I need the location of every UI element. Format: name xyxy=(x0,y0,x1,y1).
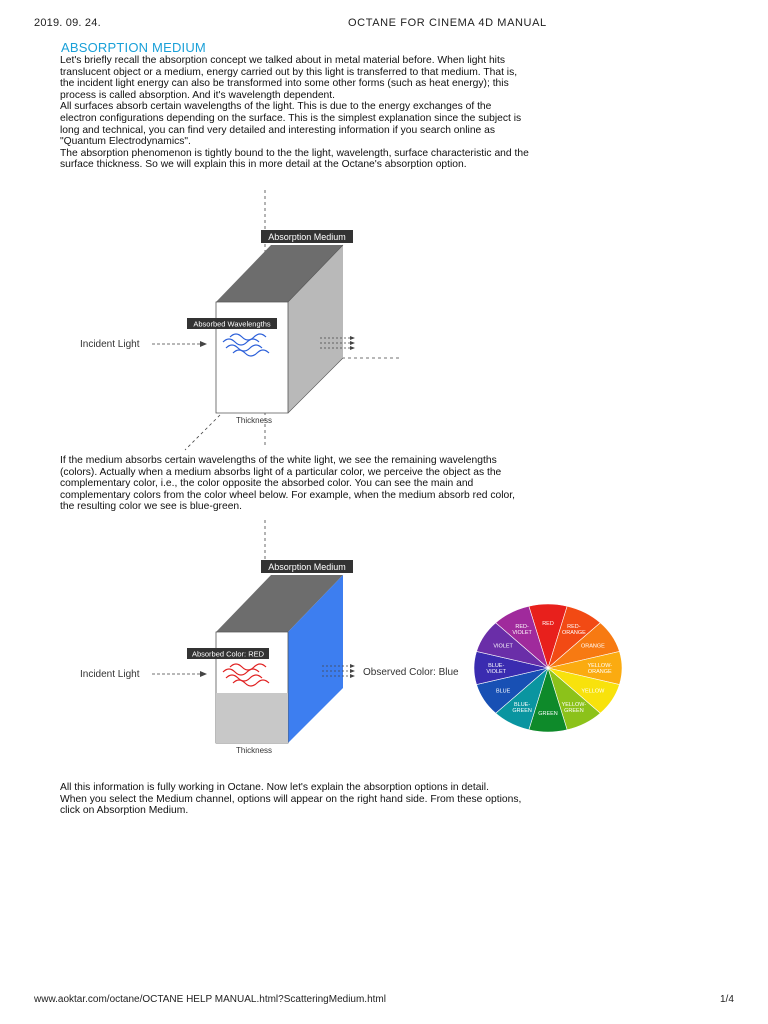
thickness-label: Thickness xyxy=(236,746,273,755)
color-wheel-label: RED-VIOLET xyxy=(512,624,532,637)
absorption-diagram xyxy=(60,190,420,450)
paragraph-line: Let's briefly recall the absorption concept we talked about in metal material before. When light hits xyxy=(60,55,505,66)
medium-label: Absorption Medium xyxy=(268,232,346,242)
paragraph-line: process is called absorption. And it's wavelength dependent. xyxy=(60,89,336,101)
paragraph-line: click on Absorption Medium. xyxy=(60,805,189,817)
paragraph-line: When you select the Medium channel, options will appear on the right hand side. From these options, xyxy=(60,793,522,805)
octane-options-paragraph xyxy=(60,782,560,817)
incident-arrowhead xyxy=(200,671,207,677)
color-wheel-label: GREEN xyxy=(538,710,558,717)
page-url: www.aoktar.com/octane/OCTANE HELP MANUAL.html?ScatteringMedium.html xyxy=(34,994,386,1005)
paragraph-line: complementary colors from the color wheel below. For example, when the medium absorb red color, xyxy=(60,489,515,501)
paragraph-line: (colors). Actually when a medium absorbs light of a particular color, we perceive the object as the xyxy=(60,466,502,478)
color-wheel-label: YELLOW-ORANGE xyxy=(587,663,613,675)
complementary-color-paragraph xyxy=(60,455,560,513)
depth-axis-guide xyxy=(185,415,220,450)
paragraph-line: long and technical, you can find very detailed and interesting information if you search online as xyxy=(60,124,496,136)
print-date: 2019. 09. 24. xyxy=(34,17,101,29)
color-wheel-label: BLUE-GREEN xyxy=(512,701,532,714)
thickness-label: Thickness xyxy=(236,416,273,425)
color-wheel-label: BLUE-VIOLET xyxy=(486,663,506,675)
paragraph-line: the resulting color we see is blue-green. xyxy=(60,501,243,513)
color-wheel-label: ORANGE xyxy=(580,643,605,650)
color-wheel xyxy=(470,600,626,736)
color-wheel-label: RED xyxy=(542,621,554,628)
section-title: ABSORPTION MEDIUM xyxy=(61,40,206,55)
document-title: OCTANE FOR CINEMA 4D MANUAL xyxy=(348,17,547,29)
paragraph-line: the incident light energy can also be transformed into some other forms (such as heat energy); this xyxy=(60,78,509,90)
incident-arrowhead xyxy=(200,341,207,347)
paragraph-line: The absorption phenomenon is tightly bound to the the light, wavelength, surface characteristic and the xyxy=(60,147,529,159)
paragraph-line: electron configurations depending on the surface. This is the simplest explanation since the subject is xyxy=(60,112,522,124)
absorbed-tag-label: Absorbed Color: RED xyxy=(191,649,265,659)
medium-label: Absorption Medium xyxy=(268,562,346,572)
medium-bottom-shade xyxy=(216,693,288,743)
page-number: 1/4 xyxy=(720,994,734,1005)
color-wheel-label: BLUE xyxy=(495,688,511,695)
intro-paragraph xyxy=(60,55,560,171)
paragraph-line: All this information is fully working in Octane. Now let's explain the absorption options in detail. xyxy=(60,782,489,793)
color-wheel-label: YELLOW xyxy=(581,688,605,695)
paragraph-line: translucent object or a medium, energy carried out by this light is transferred to that medium. That is, xyxy=(60,66,518,78)
incident-light-label: Incident Light xyxy=(80,669,140,680)
absorbed-red-diagram xyxy=(60,520,480,780)
incident-light-label: Incident Light xyxy=(80,339,140,350)
color-wheel-label: YELLOW-GREEN xyxy=(561,701,587,714)
paragraph-line: "Quantum Electrodynamics". xyxy=(60,136,191,148)
paragraph-line: surface thickness. So we will explain this in more detail at the Octane's absorption option. xyxy=(60,159,467,171)
paragraph-line: complementary color, i.e., the color opposite the absorbed color. You can see the main and xyxy=(60,478,474,490)
color-wheel-label: RED-ORANGE xyxy=(561,624,586,637)
observed-color-label: Observed Color: Blue xyxy=(363,667,459,678)
paragraph-line: If the medium absorbs certain wavelengths of the white light, we see the remaining wavelengths xyxy=(60,455,497,466)
color-wheel-label: VIOLET xyxy=(493,643,513,650)
paragraph-line: All surfaces absorb certain wavelengths of the light. This is due to the energy exchanges of the xyxy=(60,101,492,113)
absorbed-tag-label: Absorbed Wavelengths xyxy=(193,319,271,329)
